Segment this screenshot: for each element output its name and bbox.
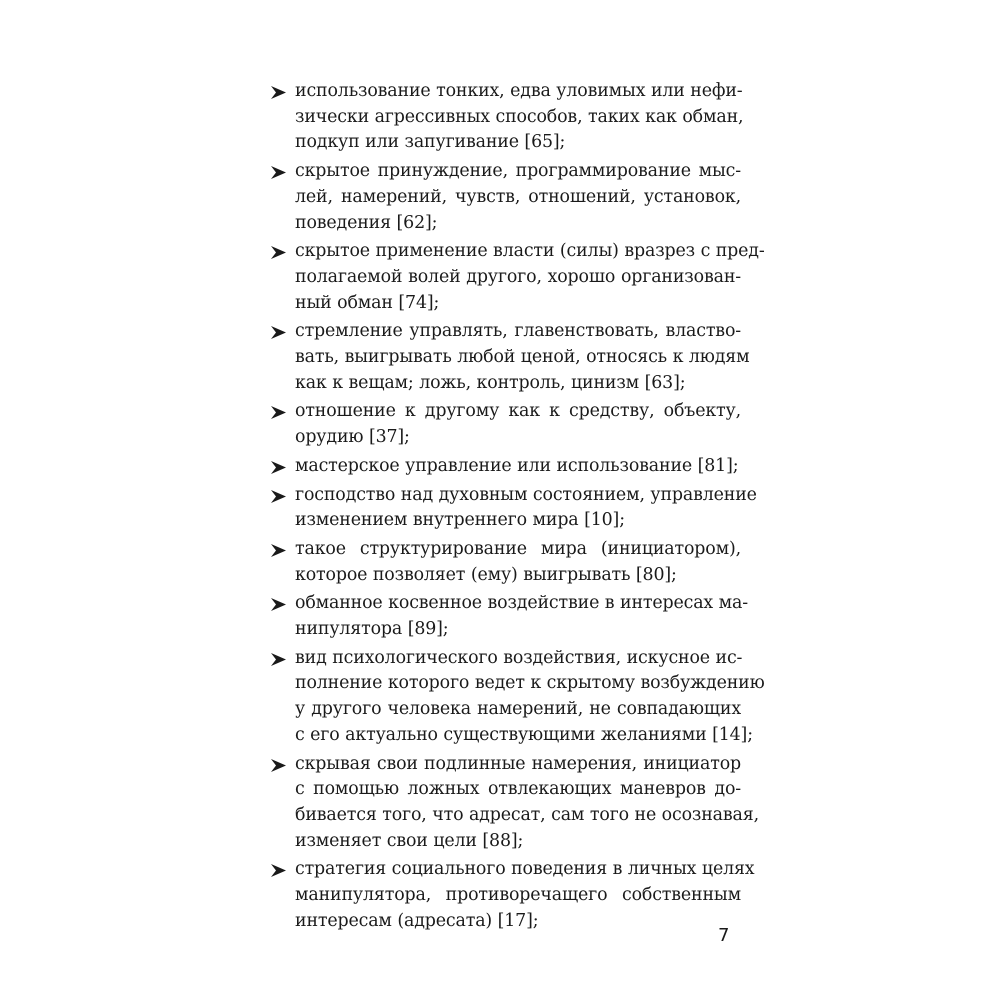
list-item-line: такое структурирование мира (инициатором), [295,538,741,559]
list-item [271,537,741,588]
list-item-line: изменением внутреннего мира [10]; [295,510,625,531]
list-item [271,646,765,749]
list-item [271,454,741,480]
list-item-line: нипулятора [89]; [295,619,449,640]
list-item-line: зически агрессивных способов, таких как обман, [295,106,744,127]
arrowhead-bullet-icon [271,759,286,772]
list-item-line: поведения [62]; [295,212,438,233]
arrowhead-bullet-icon [271,406,286,419]
list-item [271,79,744,156]
list-item [271,752,759,855]
list-item [271,483,757,534]
arrowhead-bullet-icon [271,598,286,611]
list-item-line: полагаемой волей другого, хорошо организован- [295,266,741,287]
list-item-line: с помощью ложных отвлекающих маневров до- [295,779,741,800]
list-item-line: отношение к другому как к средству, объекту, [295,401,741,422]
list-item-line: орудию [37]; [295,427,410,448]
arrowhead-bullet-icon [271,544,286,557]
list-item [271,857,755,934]
list-item-line: вать, выигрывать любой ценой, относясь к людям [295,347,750,368]
list-item [271,591,748,642]
arrowhead-bullet-icon [271,246,286,259]
list-item-line: мастерское управление или использование [81]; [295,455,739,476]
arrowhead-bullet-icon [271,326,286,339]
list-item-line: скрывая свои подлинные намерения, инициатор [295,753,741,774]
list-item [271,159,741,236]
arrowhead-bullet-icon [271,166,286,179]
list-item-line: изменяет свои цели [88]; [295,830,524,851]
list-item-line: манипулятора, противоречащего собственным [295,885,741,906]
list-item-line: у другого человека намерений, не совпадающих [295,699,741,720]
list-item [271,319,750,396]
page-number: 7 [718,925,730,946]
definition-list [271,79,765,938]
list-item-line: обманное косвенное воздействие в интересах ма- [295,593,748,614]
list-item-line: бивается того, что адресат, сам того не осознавая, [295,804,759,825]
list-item-line: интересам (адресата) [17]; [295,910,539,931]
list-item [271,399,741,450]
list-item-line: стремление управлять, главенствовать, властво- [295,321,741,342]
arrowhead-bullet-icon [271,461,286,474]
arrowhead-bullet-icon [271,653,286,666]
arrowhead-bullet-icon [271,864,286,877]
list-item-line: стратегия социального поведения в личных целях [295,859,755,880]
list-item-line: как к вещам; ложь, контроль, цинизм [63]; [295,372,686,393]
list-item-line: с его актуально существующими желаниями [14]; [295,724,753,745]
arrowhead-bullet-icon [271,490,286,503]
list-item [271,239,765,316]
list-item-line: господство над духовным состоянием, управление [295,484,757,505]
list-item-line: полнение которого ведет к скрытому возбуждению [295,673,765,694]
list-item-line: лей, намерений, чувств, отношений, установок, [295,186,741,207]
list-item-line: скрытое применение власти (силы) вразрез с пред- [295,241,765,262]
list-item-line: скрытое принуждение, программирование мыс- [295,161,741,182]
list-item-line: вид психологического воздействия, искусное ис- [295,647,743,668]
list-item-line: ный обман [74]; [295,292,440,313]
list-item-line: которое позволяет (ему) выигрывать [80]; [295,564,677,585]
list-item-line: подкуп или запугивание [65]; [295,132,566,153]
list-item-line: использование тонких, едва уловимых или нефи- [295,81,743,101]
arrowhead-bullet-icon [271,86,286,99]
